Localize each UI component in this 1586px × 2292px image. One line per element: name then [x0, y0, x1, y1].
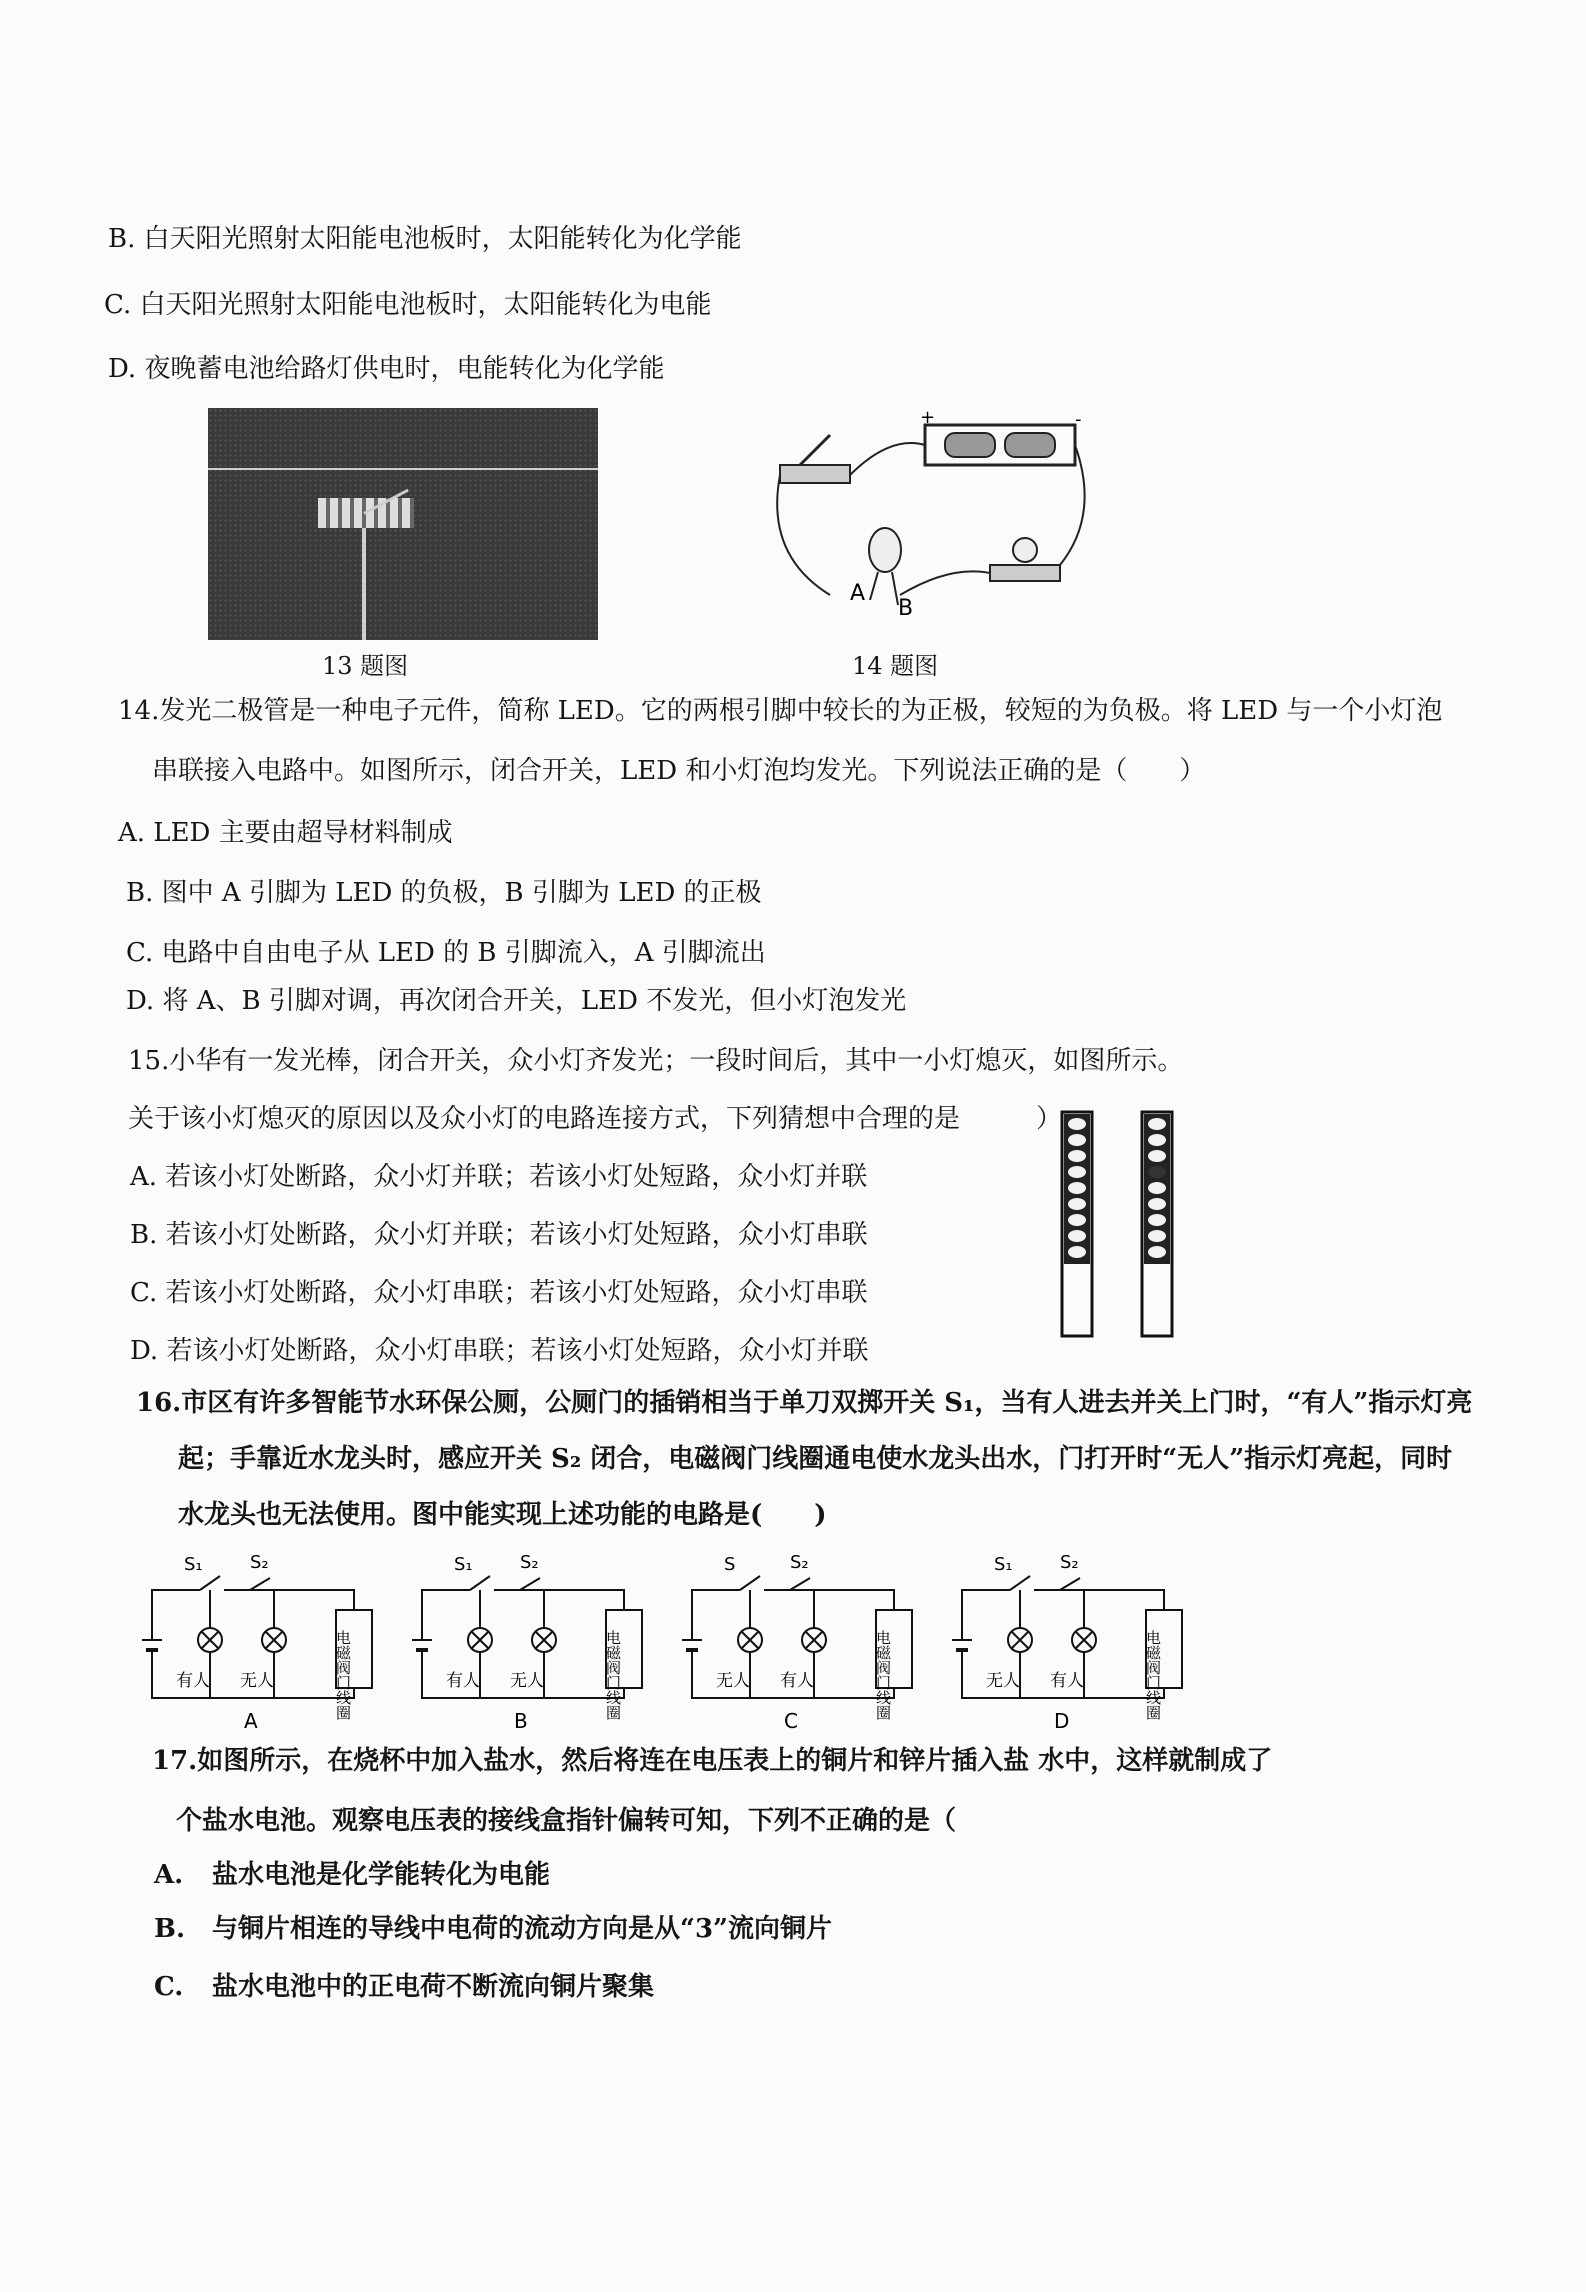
small-lamp [1148, 1246, 1166, 1258]
glow-stick-right [1142, 1112, 1172, 1336]
switch-s1 [200, 1576, 220, 1590]
wire [777, 475, 830, 595]
battery-cell [945, 433, 995, 457]
circuit-option-c [680, 1540, 940, 1730]
q15-option-a: A. 若该小灯处断路，众小灯并联；若该小灯处短路，众小灯并联 [130, 1162, 868, 1192]
switch-s2 [1060, 1578, 1080, 1590]
circuit-option-label: B [514, 1709, 528, 1730]
wire [1060, 445, 1085, 565]
circuit-option-a [140, 1540, 400, 1730]
lamp2-label: 有人 [1050, 1671, 1084, 1691]
switch-s2-label: S₂ [1060, 1552, 1079, 1573]
circuit-option-label: C [784, 1709, 798, 1730]
wire [900, 571, 990, 595]
q15-option-c: C. 若该小灯处断路，众小灯串联；若该小灯处短路，众小灯串联 [130, 1278, 868, 1308]
switch-s1 [740, 1576, 760, 1590]
q15-stem-line1: 15.小华有一发光棒，闭合开关，众小灯齐发光；一段时间后，其中一小灯熄灭，如图所示。 [128, 1046, 1184, 1076]
solenoid-coil-label: 电磁阀门线圈 [874, 1630, 892, 1720]
small-lamp [1148, 1150, 1166, 1162]
circuit-option-label: D [1054, 1709, 1070, 1730]
small-lamp [1068, 1198, 1086, 1210]
circuit-option-label: A [244, 1709, 258, 1730]
q14-stem-line1: 14.发光二极管是一种电子元件，简称 LED。它的两根引脚中较长的为正极，较短的为负极。将 LED 与一个小灯泡 [118, 696, 1443, 726]
wire [962, 1590, 1010, 1640]
led [869, 528, 901, 572]
small-lamp [1068, 1230, 1086, 1242]
small-lamp [1068, 1246, 1086, 1258]
battery-plus-label: + [920, 407, 936, 428]
switch [780, 465, 850, 483]
small-lamp [1148, 1214, 1166, 1226]
q17-option-c-text: 盐水电池中的正电荷不断流向铜片聚集 [212, 1972, 655, 2002]
circuit-option-b [410, 1540, 670, 1730]
q16-stem-line1: 16.市区有许多智能节水环保公厕，公厕门的插销相当于单刀双掷开关 S₁，当有人进去并关上门时，“有人”指示灯亮 [136, 1388, 1473, 1418]
q17-option-b-text: 与铜片相连的导线中电荷的流动方向是从“3”流向铜片 [212, 1914, 833, 1944]
q13-option-b: B. 白天阳光照射太阳能电池板时，太阳能转化为化学能 [108, 224, 742, 254]
small-bulb [1013, 538, 1037, 562]
q17-option-a-letter: A. [154, 1860, 184, 1890]
small-lamp [1068, 1166, 1086, 1178]
led-pin-b-label: B [898, 596, 914, 621]
battery-minus-label: - [1075, 409, 1082, 430]
q17-option-c-letter: C. [154, 1972, 184, 2002]
switch-s1-label: S₁ [454, 1554, 473, 1575]
lamp1-label: 有人 [176, 1671, 210, 1691]
switch-lever [800, 435, 830, 465]
small-lamp [1148, 1118, 1166, 1130]
lamp2-label: 无人 [510, 1671, 544, 1691]
small-lamp [1148, 1166, 1166, 1178]
fig14-led-circuit [770, 405, 1130, 645]
switch-s1-label: S [724, 1554, 736, 1575]
switch-s2 [520, 1578, 540, 1590]
switch-s1-label: S₁ [994, 1554, 1013, 1575]
fig14-caption: 14 题图 [852, 652, 939, 680]
q14-option-a: A. LED 主要由超导材料制成 [118, 818, 453, 848]
wire [152, 1590, 200, 1640]
switch-s2-label: S₂ [790, 1552, 809, 1573]
q13-option-d: D. 夜晚蓄电池给路灯供电时，电能转化为化学能 [108, 354, 665, 384]
wire [850, 443, 925, 475]
solenoid-coil-label: 电磁阀门线圈 [334, 1630, 352, 1720]
small-lamp [1148, 1198, 1166, 1210]
circuit-option-d [950, 1540, 1210, 1730]
small-lamp [1068, 1214, 1086, 1226]
q17-option-a-text: 盐水电池是化学能转化为电能 [212, 1860, 551, 1890]
switch-s2 [250, 1578, 270, 1590]
lamp2-label: 有人 [780, 1671, 814, 1691]
q16-stem-line3: 水龙头也无法使用。图中能实现上述功能的电路是( ) [178, 1500, 827, 1530]
q15-stem-line2: 关于该小灯熄灭的原因以及众小灯的电路连接方式，下列猜想中合理的是 [128, 1104, 961, 1134]
wire [422, 1590, 470, 1640]
switch-s2-label: S₂ [520, 1552, 539, 1573]
q13-option-c: C. 白天阳光照射太阳能电池板时，太阳能转化为电能 [104, 290, 712, 320]
small-lamp [1068, 1134, 1086, 1146]
lamp1-label: 有人 [446, 1671, 480, 1691]
q14-option-b: B. 图中 A 引脚为 LED 的负极，B 引脚为 LED 的正极 [126, 878, 762, 908]
q14-stem-line2: 串联接入电路中。如图所示，闭合开关，LED 和小灯泡均发光。下列说法正确的是（ ） [152, 756, 1206, 786]
switch-s1 [470, 1576, 490, 1590]
lamp2-label: 无人 [240, 1671, 274, 1691]
q15-option-b: B. 若该小灯处断路，众小灯并联；若该小灯处短路，众小灯串联 [130, 1220, 868, 1250]
fig13-streetlight-photo [208, 408, 598, 640]
glow-stick-left [1062, 1112, 1092, 1336]
small-lamp [1148, 1134, 1166, 1146]
solenoid-coil-label: 电磁阀门线圈 [1144, 1630, 1162, 1720]
led-pin-a-label: A [850, 581, 866, 606]
bulb-holder [990, 565, 1060, 581]
wire [850, 1590, 894, 1610]
fig15-glow-sticks [1060, 1110, 1190, 1340]
q14-option-d: D. 将 A、B 引脚对调，再次闭合开关，LED 不发光，但小灯泡发光 [126, 986, 907, 1016]
switch-s2 [790, 1578, 810, 1590]
wire [1120, 1590, 1164, 1610]
wire [580, 1590, 624, 1610]
lamp1-label: 无人 [716, 1671, 750, 1691]
small-lamp [1148, 1182, 1166, 1194]
q14-option-c: C. 电路中自由电子从 LED 的 B 引脚流入，A 引脚流出 [126, 938, 766, 968]
small-lamp [1068, 1182, 1086, 1194]
solenoid-coil-label: 电磁阀门线圈 [604, 1630, 622, 1720]
small-lamp [1068, 1118, 1086, 1130]
fig16-circuit-options [140, 1540, 1240, 1730]
switch-s2-label: S₂ [250, 1552, 269, 1573]
lamp1-label: 无人 [986, 1671, 1020, 1691]
switch-s1 [1010, 1576, 1030, 1590]
led-pin-a [870, 572, 878, 600]
small-lamp [1148, 1230, 1166, 1242]
q17-option-b-letter: B. [154, 1914, 186, 1944]
q15-option-d: D. 若该小灯处断路，众小灯串联；若该小灯处短路，众小灯并联 [130, 1336, 869, 1366]
q16-stem-line2: 起；手靠近水龙头时，感应开关 S₂ 闭合，电磁阀门线圈通电使水龙头出水，门打开时“无人”指示灯亮起，同时 [178, 1444, 1453, 1474]
wire [310, 1590, 354, 1610]
q17-stem-line1: 17.如图所示，在烧杯中加入盐水，然后将连在电压表上的铜片和锌片插入盐 水中，这样就制成了 [152, 1746, 1273, 1776]
q17-stem-line2: 个盐水电池。观察电压表的接线盒指针偏转可知，下列不正确的是（ [176, 1806, 957, 1836]
q15-paren: ） [1036, 1104, 1063, 1134]
switch-s1-label: S₁ [184, 1554, 203, 1575]
small-lamp [1068, 1150, 1086, 1162]
battery-cell [1005, 433, 1055, 457]
fig13-caption: 13 题图 [322, 652, 409, 680]
wire [692, 1590, 740, 1640]
